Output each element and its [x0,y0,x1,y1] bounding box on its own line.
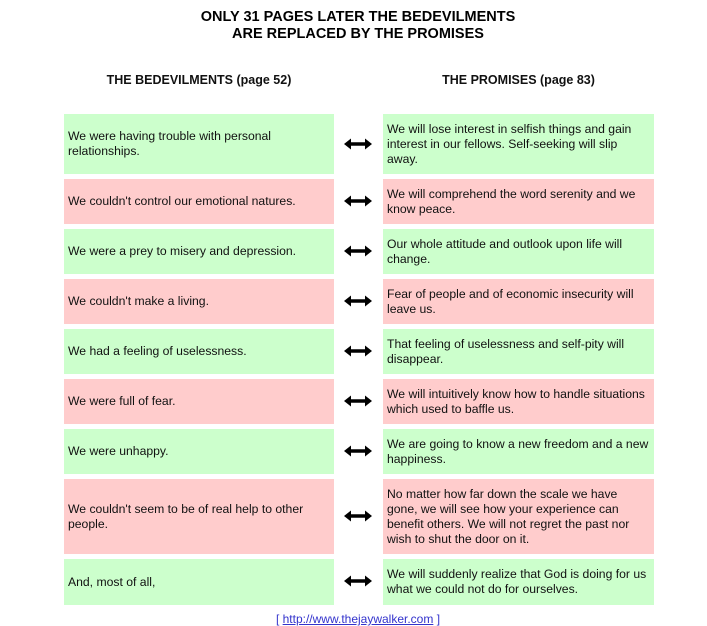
bedevilments-header: THE BEDEVILMENTS (page 52) [106,73,292,87]
double-arrow-icon [344,510,372,522]
website-link[interactable]: http://www.thejaywalker.com [282,612,434,626]
double-arrow-icon [344,295,372,307]
double-arrow-icon [344,195,372,207]
footer-bracket-open: [ [275,612,280,626]
promise-cell: We will suddenly realize that God is doing for us what we could not do for ourselves. [383,559,654,605]
double-arrow-icon [344,138,372,150]
bedevilment-cell: We were a prey to misery and depression. [64,229,334,274]
bedevilment-cell: We couldn't make a living. [64,279,334,324]
double-arrow-icon [344,575,372,587]
bedevilment-cell: We were having trouble with personal relationships. [64,114,334,174]
promise-cell: Our whole attitude and outlook upon life will change. [383,229,654,274]
bedevilment-cell: And, most of all, [64,559,334,605]
bedevilment-cell: We couldn't seem to be of real help to other people. [64,479,334,554]
promise-cell: We will comprehend the word serenity and we know peace. [383,179,654,224]
title-line-2: ARE REPLACED BY THE PROMISES [232,26,484,42]
double-arrow-icon [344,445,372,457]
promises-header: THE PROMISES (page 83) [442,73,595,87]
double-arrow-icon [344,345,372,357]
bedevilment-cell: We were unhappy. [64,429,334,474]
double-arrow-icon [344,395,372,407]
page-title [0,9,707,43]
promise-cell: Fear of people and of economic insecurity will leave us. [383,279,654,324]
bedevilment-cell: We were full of fear. [64,379,334,424]
bedevilment-cell: We had a feeling of uselessness. [64,329,334,374]
promise-cell: We will lose interest in selfish things and gain interest in our fellows. Self-seeking will slip away. [383,114,654,174]
promise-cell: We are going to know a new freedom and a new happiness. [383,429,654,474]
title-line-1: ONLY 31 PAGES LATER THE BEDEVILMENTS [200,9,516,25]
bedevilment-cell: We couldn't control our emotional natures. [64,179,334,224]
promise-cell: That feeling of uselessness and self-pity will disappear. [383,329,654,374]
promise-cell: We will intuitively know how to handle situations which used to baffle us. [383,379,654,424]
promise-cell: No matter how far down the scale we have gone, we will see how your experience can benefit others. We will not regret the past nor wish to shut the door on it. [383,479,654,554]
footer-bracket-close: ] [436,612,441,626]
footer [0,612,707,626]
double-arrow-icon [344,245,372,257]
